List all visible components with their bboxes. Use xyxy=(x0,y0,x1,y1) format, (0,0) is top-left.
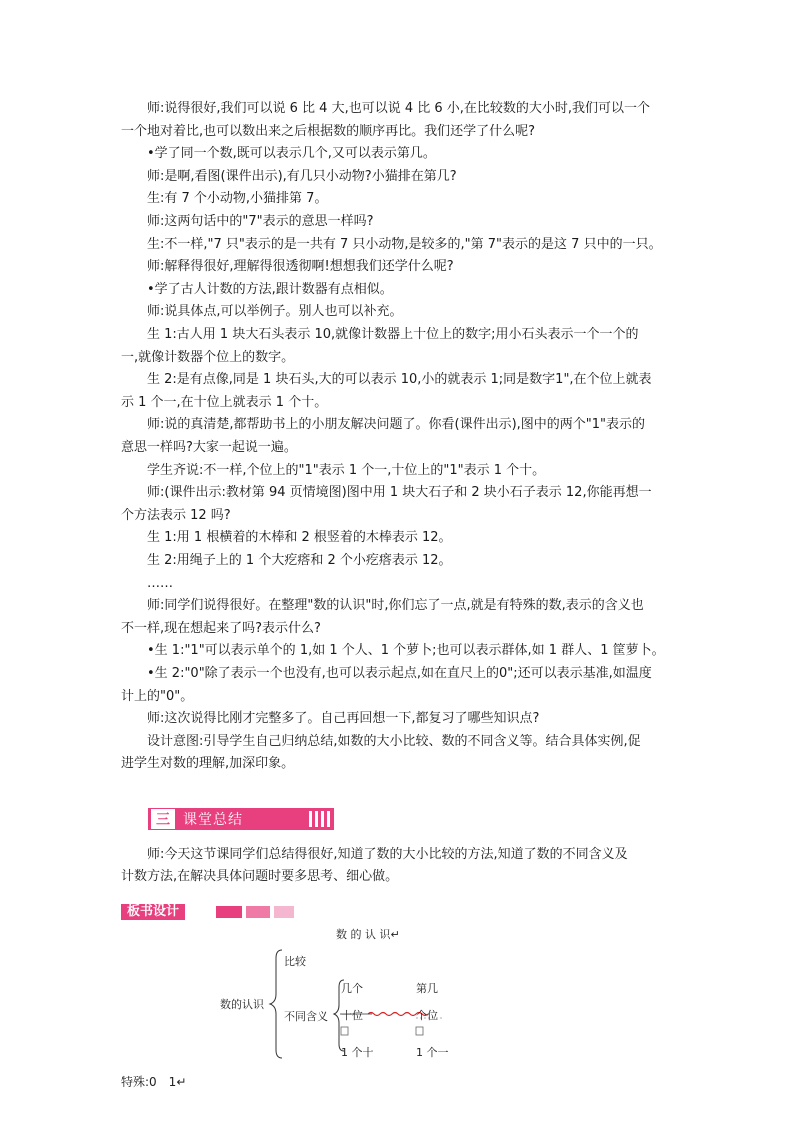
col1-top: 几个 xyxy=(341,982,363,995)
summary-line-2: 计数方法,在解决具体问题时要多思考、细心做。 xyxy=(121,869,399,884)
paragraph-line: •学了古人计数的方法,跟计数器有点相似。 xyxy=(147,281,393,297)
col1-bottom: 1 个十 xyxy=(341,1046,374,1059)
paragraph-line: 师:(课件出示:教材第 94 页情境图)图中用 1 块大石子和 2 块小石子表示 12,你能再想一 xyxy=(147,485,652,501)
paragraph-line: •学了同一个数,既可以表示几个,又可以表示第几。 xyxy=(147,146,436,162)
paragraph-line: 师:同学们说得很好。在整理"数的认识"时,你们忘了一点,就是有特殊的数,表示的含义也 xyxy=(147,598,644,614)
paragraph-line: 进学生对数的理解,加深印象。 xyxy=(121,756,295,772)
section-title: 课堂总结 xyxy=(183,812,243,828)
paragraph-line: 师:解释得很好,理解得很透彻啊!想想我们还学什么呢? xyxy=(147,259,454,275)
paragraph-line: 一,就像计数器个位上的数字。 xyxy=(121,349,295,365)
section-header xyxy=(148,808,334,830)
col2-mid: 个位 xyxy=(416,1009,438,1022)
paragraph-line: 计上的"0"。 xyxy=(121,688,194,704)
board-root: 数的认识 xyxy=(220,998,264,1011)
paragraph-line: 师:这次说得比刚才完整多了。自己再回想一下,都复习了哪些知识点? xyxy=(147,711,540,727)
paragraph-line: 意思一样吗?大家一起说一遍。 xyxy=(121,440,297,455)
paragraph-line: 生:不一样,"7 只"表示的是一共有 7 只小动物,是较多的,"第 7"表示的是这 7 只中的一只。 xyxy=(147,236,662,252)
col1-mid: 十位 xyxy=(341,1009,363,1022)
col2-bottom: 1 个一 xyxy=(416,1046,449,1059)
summary-line-1: 师:今天这节课同学们总结得很好,知道了数的大小比较的方法,知道了数的不同含义及 xyxy=(147,847,628,862)
board-decoration-2 xyxy=(246,906,270,918)
outer-brace xyxy=(270,950,282,1058)
paragraph-line: 师:是啊,看图(课件出示),有几只小动物?小猫排在第几? xyxy=(147,168,457,184)
paragraph-line: 师:说得很好,我们可以说 6 比 4 大,也可以说 4 比 6 小,在比较数的大小时,我们可以一个 xyxy=(147,101,651,116)
section-number: 三 xyxy=(151,809,175,829)
paragraph-line: 生 1:用 1 根横着的木棒和 2 根竖着的木棒表示 12。 xyxy=(147,530,452,546)
paragraph-line: •生 2:"0"除了表示一个也没有,也可以表示起点,如在直尺上的0";还可以表示基准,如温度 xyxy=(147,666,652,681)
paragraph-line: 生 2:是有点像,同是 1 块石头,大的可以表示 10,小的就表示 1;同是数字1",在个位上就表 xyxy=(147,372,652,388)
board-title: 数 的 认 识↵ xyxy=(336,928,400,941)
placeholder-box-1 xyxy=(341,1027,348,1035)
col2-top: 第几 xyxy=(416,982,438,995)
board-design-label: 板书设计 xyxy=(121,904,185,920)
paragraph-line: •生 1:"1"可以表示单个的 1,如 1 个人、1 个萝卜;也可以表示群体,如 1 群人、1 筐萝卜。 xyxy=(147,643,665,659)
section-decoration xyxy=(309,811,330,827)
paragraph-line: 示 1 个一,在十位上就表示 1 个十。 xyxy=(121,394,328,410)
paragraph-line: 师:这两句话中的"7"表示的意思一样吗? xyxy=(147,214,374,229)
paragraph-line: 师:说具体点,可以举例子。别人也可以补充。 xyxy=(147,304,403,320)
paragraph-line: 一个地对着比,也可以数出来之后根据数的顺序再比。我们还学了什么呢? xyxy=(121,123,536,139)
paragraph-line: …… xyxy=(147,575,173,591)
placeholder-box-2 xyxy=(416,1027,423,1035)
board-footer: 特殊:0 1↵ xyxy=(121,1075,187,1089)
paragraph-line: 个方法表示 12 吗? xyxy=(121,507,231,523)
board-decoration-1 xyxy=(216,906,242,918)
branch-compare: 比较 xyxy=(284,955,306,968)
paragraph-line: 生:有 7 个小动物,小猫排第 7。 xyxy=(147,191,328,207)
branch-meaning: 不同含义 xyxy=(284,1010,328,1023)
paragraph-line: 学生齐说:不一样,个位上的"1"表示 1 个一,十位上的"1"表示 1 个十。 xyxy=(147,462,546,478)
paragraph-line: 生 1:古人用 1 块大石头表示 10,就像计数器上十位上的数字;用小石头表示一个一个的 xyxy=(147,327,639,342)
paragraph-line: 生 2:用绳子上的 1 个大疙瘩和 2 个小疙瘩表示 12。 xyxy=(147,553,452,568)
board-decoration-3 xyxy=(274,906,294,918)
paragraph-line: 不一样,现在想起来了吗?表示什么? xyxy=(121,620,321,636)
paragraph-line: 师:说的真清楚,都帮助书上的小朋友解决问题了。你看(课件出示),图中的两个"1"表示的 xyxy=(147,417,646,433)
paragraph-line: 设计意图:引导学生自己归纳总结,如数的大小比较、数的不同含义等。结合具体实例,促 xyxy=(147,733,641,749)
